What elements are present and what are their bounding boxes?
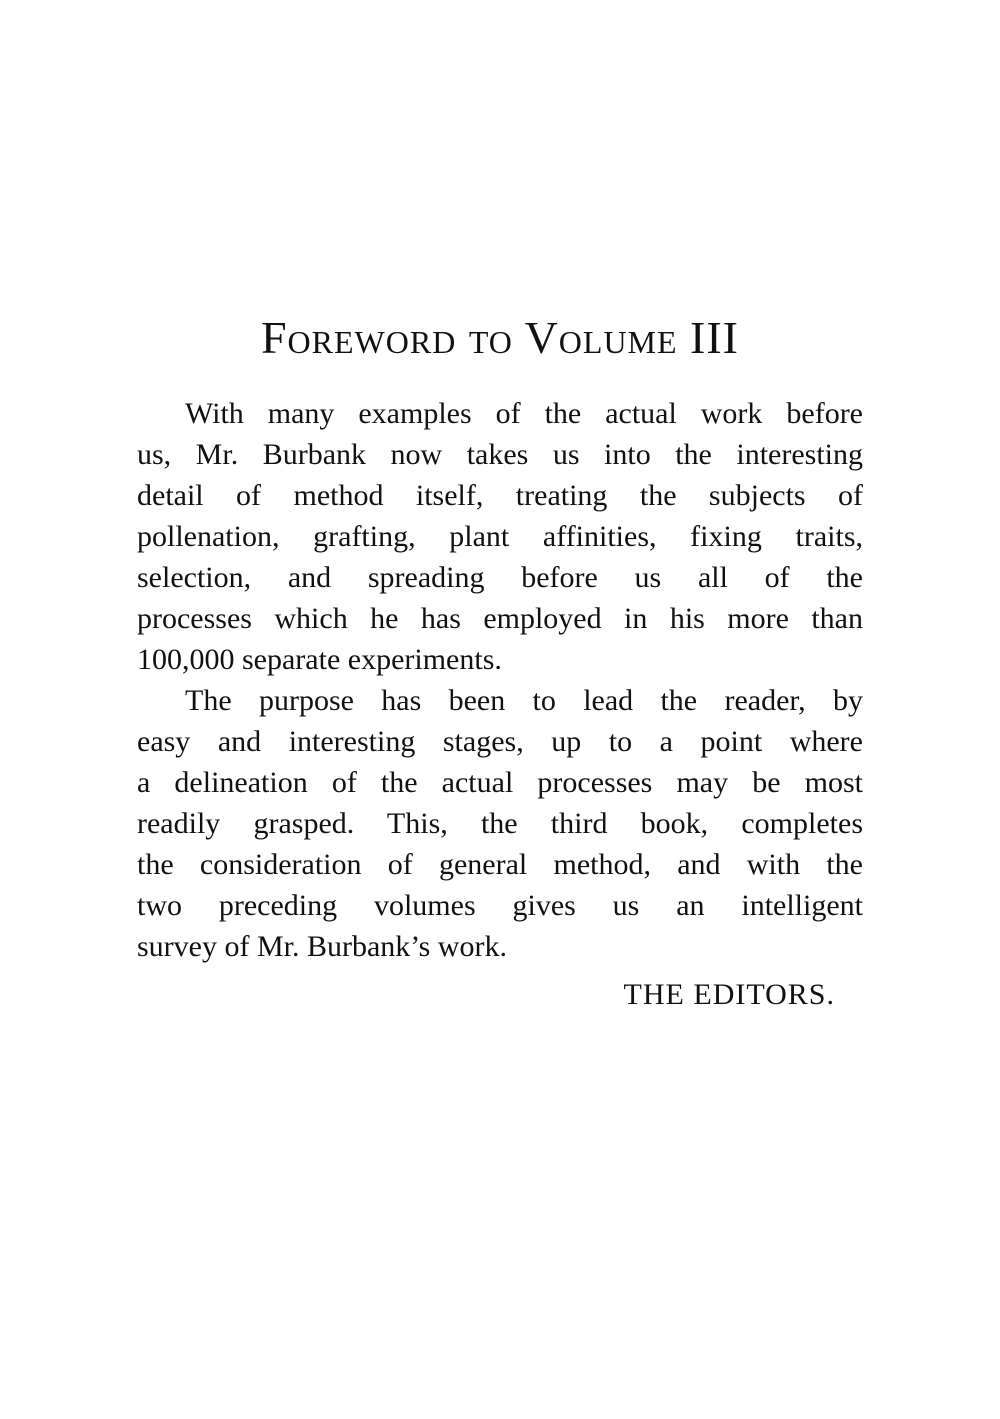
paragraph-line: readily grasped. This, the third book, completes xyxy=(137,807,863,840)
signature: THE EDITORS. xyxy=(623,978,835,1011)
paragraph-line: processes which he has employed in his more than xyxy=(137,602,863,635)
page-title: Foreword to Volume III xyxy=(260,312,740,363)
paragraph-line: 100,000 separate experiments. xyxy=(137,643,502,676)
paragraph-line: us, Mr. Burbank now takes us into the interesting xyxy=(137,438,863,471)
paragraph-1 xyxy=(137,393,863,680)
foreword-text xyxy=(137,393,863,967)
paragraph-line: selection, and spreading before us all of the xyxy=(137,561,863,594)
paragraph-line: survey of Mr. Burbank’s work. xyxy=(137,930,507,963)
paragraph-line: detail of method itself, treating the subjects of xyxy=(137,479,863,512)
paragraph-line: two preceding volumes gives us an intelligent xyxy=(137,889,863,922)
paragraph-line: easy and interesting stages, up to a point where xyxy=(137,725,863,758)
paragraph-line: The purpose has been to lead the reader, by xyxy=(185,684,863,717)
paragraph-2 xyxy=(137,680,863,967)
paragraph-line: a delineation of the actual processes may be most xyxy=(137,766,863,799)
paragraph-line: With many examples of the actual work before xyxy=(185,397,863,430)
paragraph-line: pollenation, grafting, plant affinities, fixing traits, xyxy=(137,520,863,553)
paragraph-line: the consideration of general method, and with the xyxy=(137,848,863,881)
